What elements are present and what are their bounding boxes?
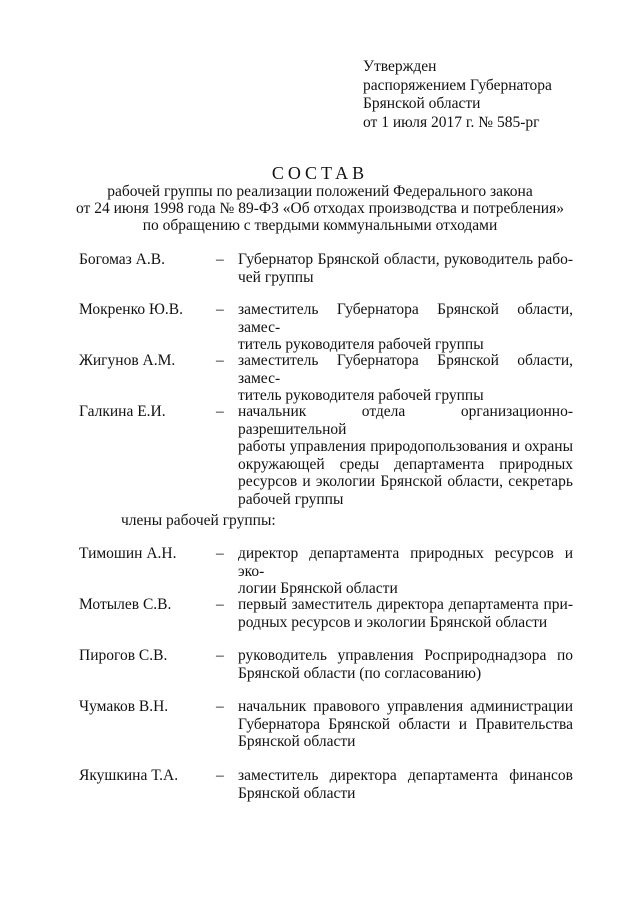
role-line: Губернатор Брянской области, руководитель рабо- — [238, 251, 573, 268]
role-line: Брянской области — [238, 733, 356, 750]
member-role — [238, 545, 573, 598]
member-role — [238, 403, 573, 508]
member-dash: – — [216, 647, 224, 664]
role-line: титель руководителя рабочей группы — [238, 336, 484, 353]
member-name: Мотылев С.В. — [79, 596, 172, 613]
member-dash: – — [216, 698, 224, 715]
member-role — [238, 251, 573, 286]
role-line: чей группы — [238, 268, 314, 286]
role-line: родных ресурсов и экологии Брянской области — [238, 613, 548, 631]
approval-line: от 1 июля 2017 г. № 585-рг — [363, 113, 540, 131]
subtitle-line: рабочей группы по реализации положений Федерального закона — [107, 183, 533, 200]
member-dash: – — [216, 251, 224, 268]
member-name: Пирогов С.В. — [79, 647, 168, 664]
role-line: первый заместитель директора департамента при- — [238, 596, 573, 613]
member-role — [238, 596, 573, 631]
role-line: заместитель директора департамента финансов — [238, 767, 573, 784]
role-line: начальник правового управления администрации — [238, 698, 573, 715]
member-name: Тимошин А.Н. — [79, 545, 177, 562]
members-section-label: члены рабочей группы: — [121, 512, 276, 529]
member-name: Мокренко Ю.В. — [79, 301, 183, 318]
role-line: работы управления природопользования и охраны — [238, 438, 573, 455]
role-line: руководитель управления Росприроднадзора по — [238, 647, 573, 664]
approval-line: распоряжением Губернатора — [363, 76, 552, 94]
member-dash: – — [216, 352, 224, 369]
member-name: Богомаз А.В. — [79, 251, 165, 268]
member-name: Якушкина Т.А. — [79, 767, 179, 784]
member-dash: – — [216, 545, 224, 562]
role-line: заместитель Губернатора Брянской области, замес- — [238, 301, 573, 336]
role-line: заместитель Губернатора Брянской области, замес- — [238, 352, 573, 387]
approval-line: Брянской области — [363, 95, 481, 112]
role-line: Брянской области — [238, 784, 356, 802]
member-role — [238, 647, 573, 682]
member-name: Галкина Е.И. — [79, 403, 166, 420]
member-dash: – — [216, 403, 224, 420]
member-name: Чумаков В.Н. — [79, 698, 169, 715]
role-line: окружающей среды департамента природных — [238, 455, 573, 473]
role-line: директор департамента природных ресурсов и эко- — [238, 545, 573, 580]
document-title: СОСТАВ — [271, 163, 369, 183]
role-line: титель руководителя рабочей группы — [238, 387, 484, 404]
member-name: Жигунов А.М. — [79, 352, 176, 369]
approval-line: Утвержден — [363, 58, 437, 75]
role-line: логии Брянской области — [238, 580, 398, 597]
subtitle-line: по обращению с твердыми коммунальными отходами — [142, 217, 498, 234]
member-dash: – — [216, 596, 224, 613]
member-role — [238, 301, 573, 354]
role-line: начальник отдела организационно-разрешительной — [238, 403, 573, 438]
member-role — [238, 352, 573, 405]
member-dash: – — [216, 767, 224, 784]
role-line: Губернатора Брянской области и Правительства — [238, 715, 573, 733]
role-line: рабочей группы — [238, 490, 344, 508]
member-role — [238, 698, 573, 751]
member-role — [238, 767, 573, 802]
role-line: ресурсов и экологии Брянской области, секретарь — [238, 473, 573, 490]
subtitle-line: от 24 июня 1998 года № 89-ФЗ «Об отходах производства и потребления» — [76, 200, 564, 217]
member-dash: – — [216, 301, 224, 318]
role-line: Брянской области (по согласованию) — [238, 664, 482, 682]
